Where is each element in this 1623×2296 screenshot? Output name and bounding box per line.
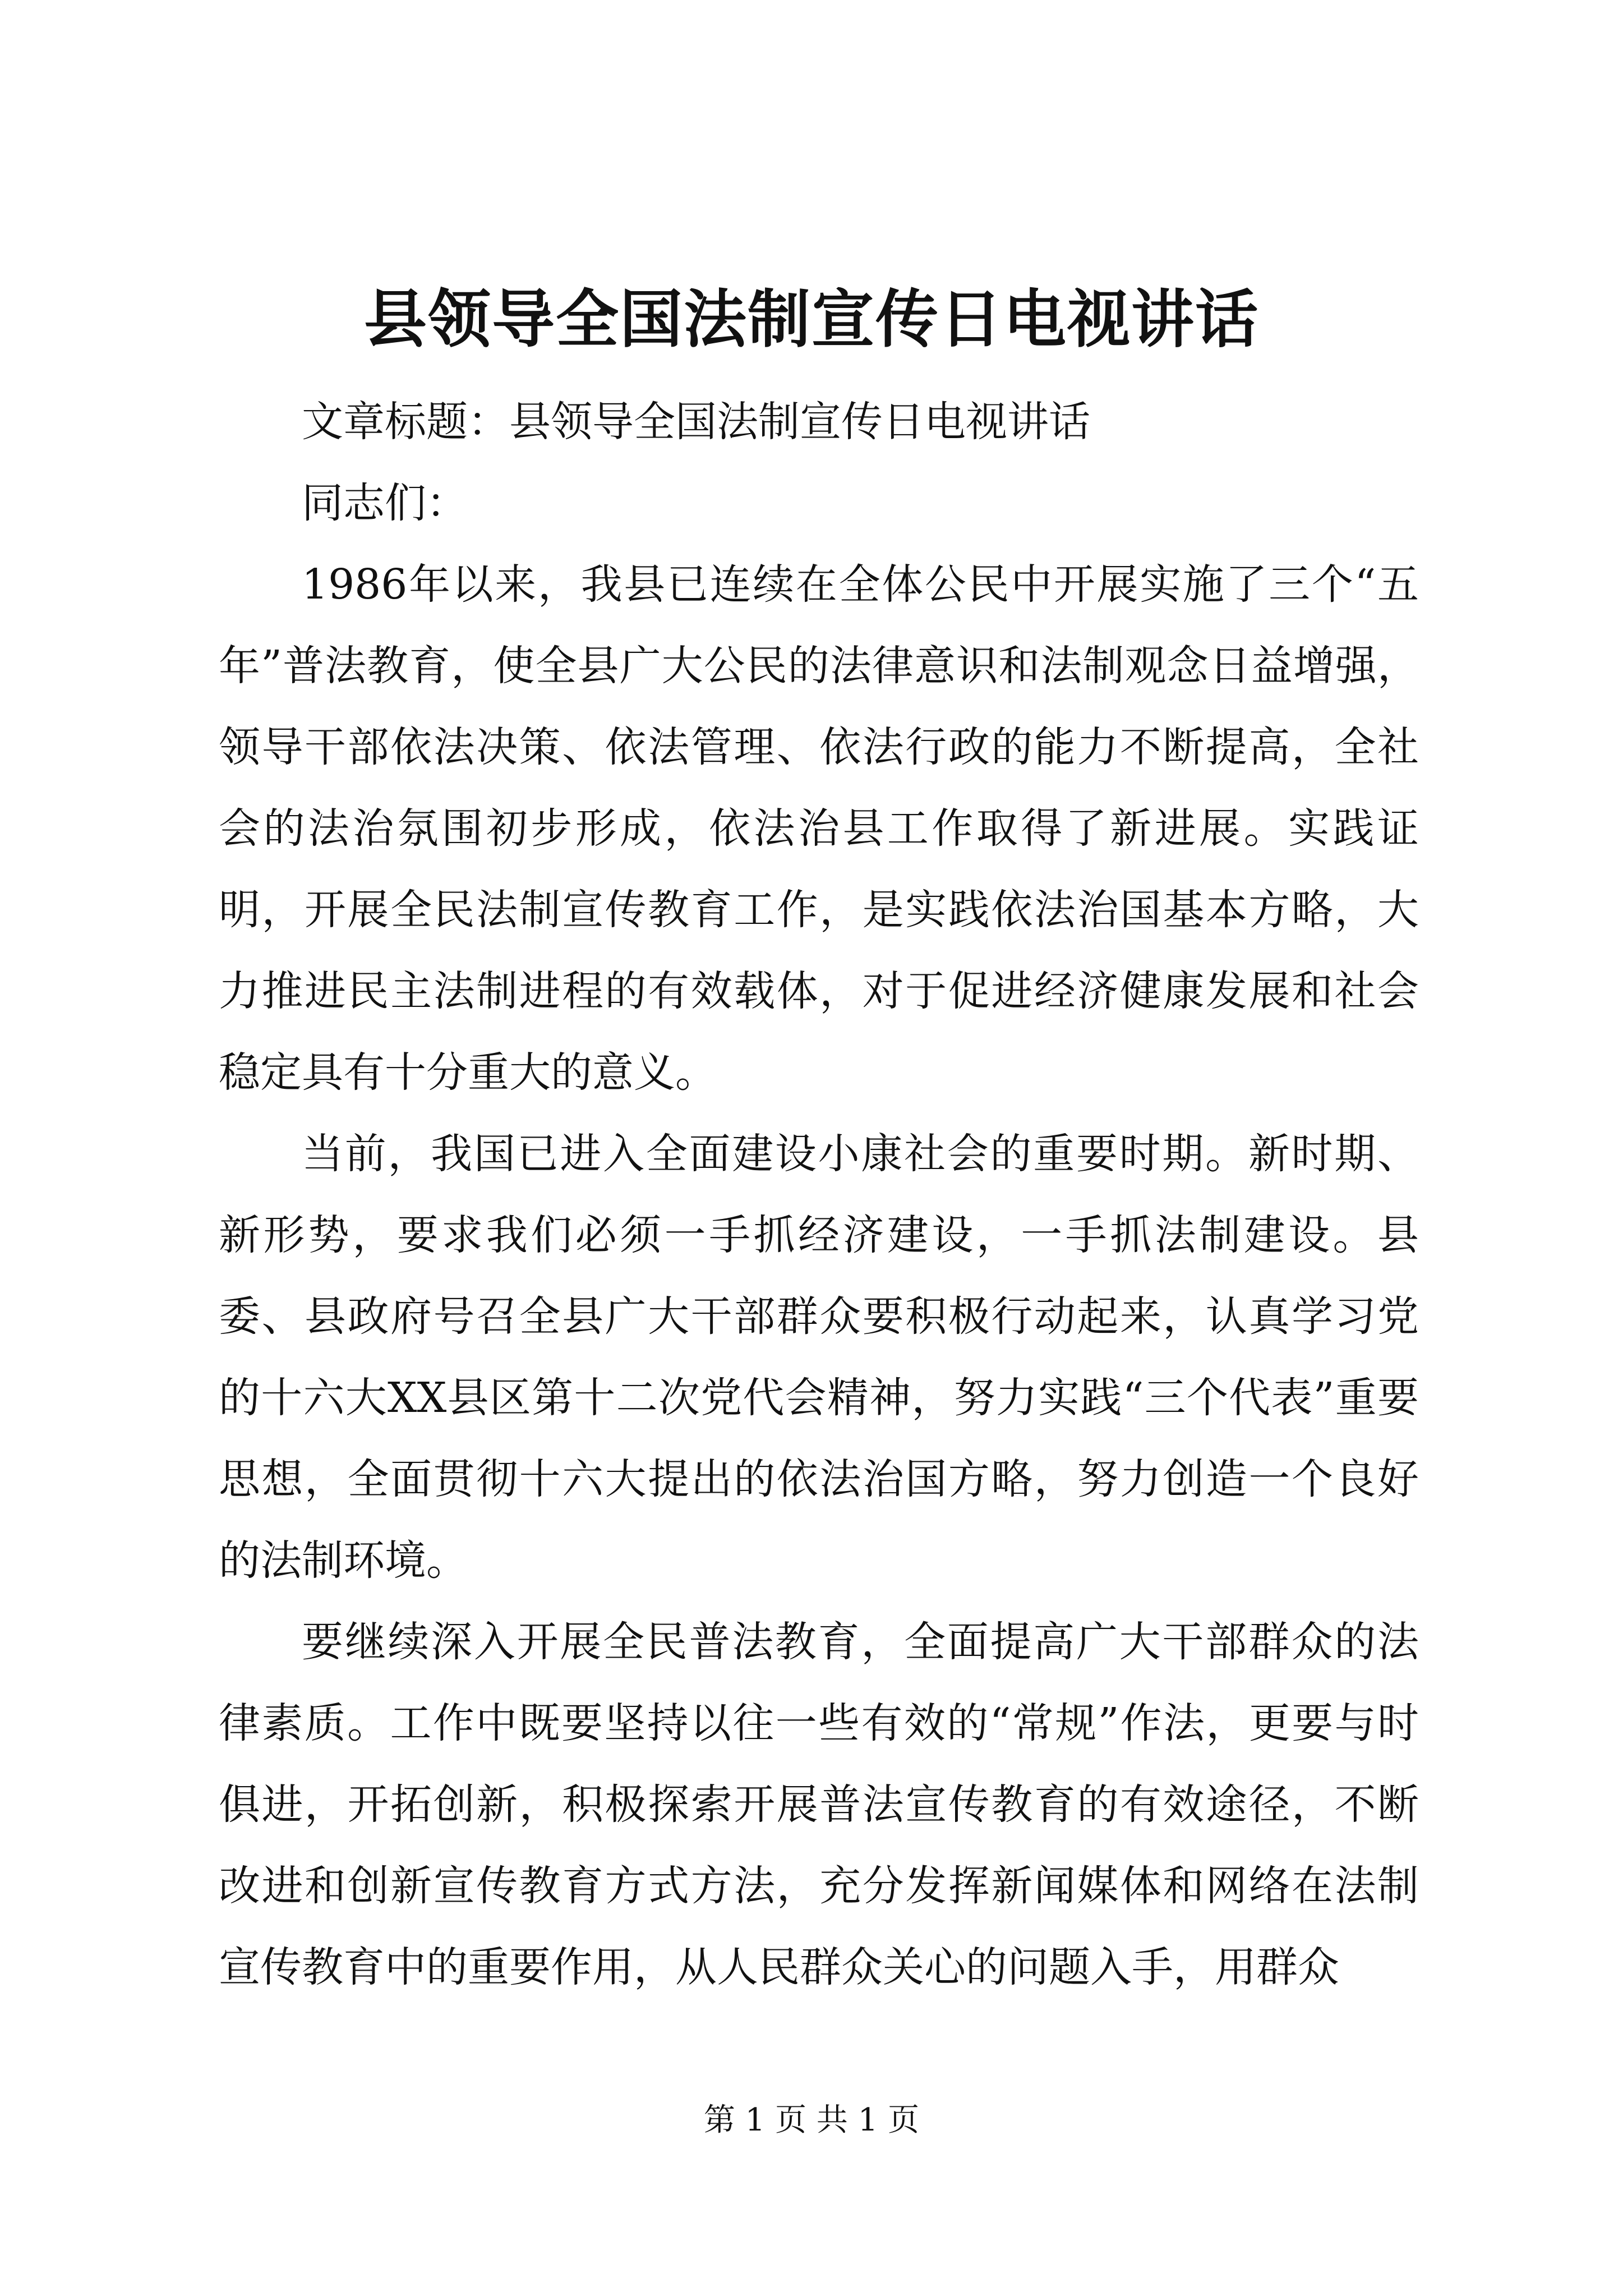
document-body <box>219 381 1419 2008</box>
article-title-line: 文章标题：县领导全国法制宣传日电视讲话 <box>302 398 1090 446</box>
paragraph: 当前，我国已进入全面建设小康社会的重要时期。新时期、新形势，要求我们必须一手抓经济建设，一手抓法制建设。县委、县政府号召全县广大干部群众要积极行动起来，认真学习党的十六大XX县区第十二次党代会精神，努力实践“三个代表”重要思想，全面贯彻十六大提出的依法治国方略，努力创造一个良好的法制环境。 <box>219 1130 1419 1585</box>
paragraph: 要继续深入开展全民普法教育，全面提高广大干部群众的法律素质。工作中既要坚持以往一些有效的“常规”作法，更要与时俱进，开拓创新，积极探索开展普法宣传教育的有效途径，不断改进和创新宣传教育方式方法，充分发挥新闻媒体和网络在法制宣传教育中的重要作用，从人民群众关心的问题入手，用群众 <box>219 1618 1419 1991</box>
page-footer: 第 1 页 共 1 页 <box>703 2102 920 2138</box>
salutation: 同志们： <box>302 479 468 527</box>
paragraph: 1986年以来，我县已连续在全体公民中开展实施了三个“五年”普法教育，使全县广大公民的法律意识和法制观念日益增强，领导干部依法决策、依法管理、依法行政的能力不断提高，全社会的法治氛围初步形成，依法治县工作取得了新进展。实践证明，开展全民法制宣传教育工作，是实践依法治国基本方略，大力推进民主法制进程的有效载体，对于促进经济健康发展和社会稳定具有十分重大的意义。 <box>219 560 1419 1097</box>
document-title: 县领导全国法制宣传日电视讲话 <box>364 283 1259 356</box>
